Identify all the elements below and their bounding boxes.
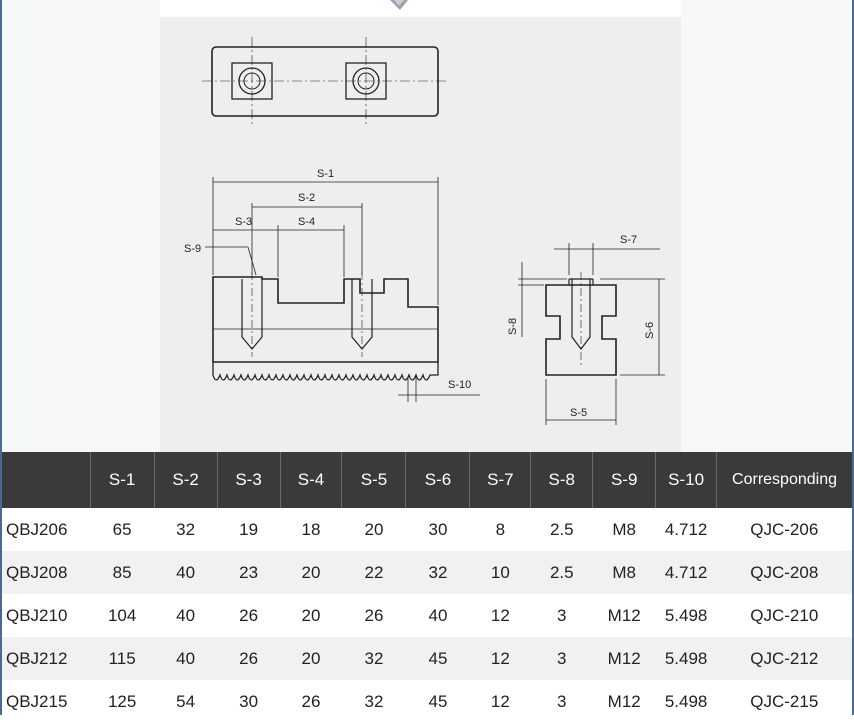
dim-label-s9: S-9 — [184, 243, 202, 255]
table-header-row — [2, 452, 852, 508]
header-cell: S-7 — [470, 452, 531, 508]
table-cell: 8 — [470, 508, 531, 551]
side-dimensions — [518, 243, 665, 425]
table-cell: 32 — [342, 680, 406, 723]
header-cell: S-3 — [217, 452, 280, 508]
dim-label-s1: S-1 — [317, 168, 335, 180]
table-cell: 5.498 — [656, 680, 717, 723]
table-cell: 104 — [90, 594, 154, 637]
table-cell: 2.5 — [531, 508, 593, 551]
table-cell: 20 — [342, 508, 406, 551]
table-cell: 40 — [154, 637, 217, 680]
table-cell: 23 — [217, 551, 280, 594]
table-cell: 26 — [342, 594, 406, 637]
table-cell: 5.498 — [656, 637, 717, 680]
technical-drawing-panel — [160, 17, 681, 452]
header-cell: S-1 — [90, 452, 154, 508]
right-background-strip — [681, 0, 854, 452]
front-view — [213, 272, 438, 380]
table-cell: 3 — [531, 637, 593, 680]
table-cell: 115 — [90, 637, 154, 680]
header-cell: S-6 — [406, 452, 470, 508]
table-cell: 45 — [406, 680, 470, 723]
table-cell: 18 — [280, 508, 342, 551]
table-cell: QJC-208 — [717, 551, 852, 594]
table-cell: M8 — [593, 551, 656, 594]
table-cell: 20 — [280, 551, 342, 594]
side-view — [546, 272, 616, 375]
dim-label-s4: S-4 — [298, 216, 316, 228]
table-cell: 20 — [280, 594, 342, 637]
table-cell: 19 — [217, 508, 280, 551]
left-background-strip — [0, 0, 160, 452]
table-cell: QBJ206 — [2, 508, 90, 551]
table-row — [2, 594, 852, 637]
table-cell: 26 — [280, 680, 342, 723]
header-cell — [2, 452, 90, 508]
table-row — [2, 551, 852, 594]
header-cell: S-10 — [656, 452, 717, 508]
header-cell: S-9 — [593, 452, 656, 508]
table-cell: 32 — [406, 551, 470, 594]
dim-label-s3: S-3 — [235, 216, 253, 228]
table-cell: 20 — [280, 637, 342, 680]
table-cell: QJC-212 — [717, 637, 852, 680]
table-cell: 3 — [531, 594, 593, 637]
table-cell: 40 — [406, 594, 470, 637]
header-cell: S-8 — [531, 452, 593, 508]
table-cell: 32 — [154, 508, 217, 551]
table-cell: 54 — [154, 680, 217, 723]
top-view — [202, 37, 448, 127]
table-cell: 26 — [217, 637, 280, 680]
table-cell: QJC-210 — [717, 594, 852, 637]
front-dimensions — [205, 177, 480, 402]
table-cell: 10 — [470, 551, 531, 594]
table-cell: QBJ212 — [2, 637, 90, 680]
dim-label-s10: S-10 — [448, 379, 472, 391]
table-row — [2, 680, 852, 723]
dim-label-s7: S-7 — [620, 234, 638, 246]
table-cell: M12 — [593, 637, 656, 680]
table-cell: 65 — [90, 508, 154, 551]
dim-label-s5: S-5 — [570, 407, 588, 419]
dim-label-s2: S-2 — [298, 192, 316, 204]
dim-label-s6: S-6 — [644, 321, 656, 339]
technical-drawing — [160, 17, 681, 452]
dim-label-s8: S-8 — [507, 317, 519, 335]
table-cell: 12 — [470, 680, 531, 723]
table-cell: M8 — [593, 508, 656, 551]
table-row — [2, 508, 852, 551]
table-cell: 2.5 — [531, 551, 593, 594]
table-row — [2, 637, 852, 680]
table-cell: M12 — [593, 594, 656, 637]
table-cell: 22 — [342, 551, 406, 594]
table-cell: 5.498 — [656, 594, 717, 637]
header-cell: S-4 — [280, 452, 342, 508]
table-cell: 26 — [217, 594, 280, 637]
header-cell: Corresponding — [717, 452, 852, 508]
table-cell: 40 — [154, 594, 217, 637]
table-cell: QJC-206 — [717, 508, 852, 551]
top-partial-image — [388, 0, 410, 12]
table-cell: QBJ210 — [2, 594, 90, 637]
header-cell: S-2 — [154, 452, 217, 508]
table-cell: 12 — [470, 594, 531, 637]
table-cell: 30 — [217, 680, 280, 723]
table-cell: M12 — [593, 680, 656, 723]
table-cell: 30 — [406, 508, 470, 551]
table-cell: 4.712 — [656, 508, 717, 551]
table-cell: 3 — [531, 680, 593, 723]
table-cell: 40 — [154, 551, 217, 594]
table-cell: 4.712 — [656, 551, 717, 594]
table-cell: QBJ215 — [2, 680, 90, 723]
table-cell: 45 — [406, 637, 470, 680]
table-cell: 12 — [470, 637, 531, 680]
header-cell: S-5 — [342, 452, 406, 508]
table-cell: 125 — [90, 680, 154, 723]
table-cell: 32 — [342, 637, 406, 680]
specification-table — [2, 452, 852, 723]
table-cell: QBJ208 — [2, 551, 90, 594]
table-cell: 85 — [90, 551, 154, 594]
table-cell: QJC-215 — [717, 680, 852, 723]
